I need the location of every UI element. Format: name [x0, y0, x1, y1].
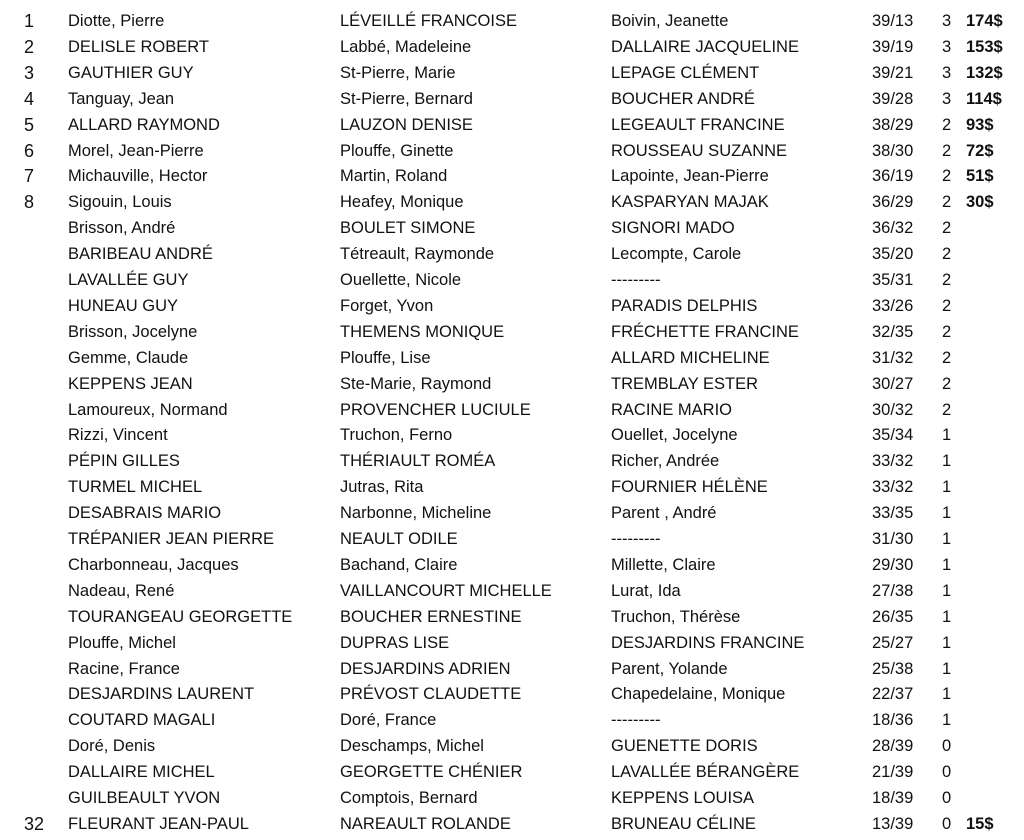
prize-amount: 114$: [966, 89, 1002, 108]
wins-count: 2: [942, 400, 952, 419]
player-1-name: Sigouin, Louis: [68, 193, 172, 212]
score: 21/39: [872, 763, 914, 782]
rank-number: 4: [24, 88, 35, 109]
score: 22/37: [872, 685, 914, 704]
wins-count: 2: [942, 322, 952, 341]
table-row: [0, 163, 1024, 189]
wins-count: 1: [942, 426, 952, 445]
wins-count: 3: [942, 89, 952, 108]
player-2-name: NAREAULT ROLANDE: [340, 814, 511, 833]
rank-number: 32: [24, 813, 45, 834]
table-row: [0, 733, 1024, 759]
score: 26/35: [872, 607, 914, 626]
player-1-name: Michauville, Hector: [68, 167, 208, 186]
wins-count: 2: [942, 245, 952, 264]
player-2-name: Labbé, Madeleine: [340, 37, 472, 56]
player-2-name: VAILLANCOURT MICHELLE: [340, 581, 552, 600]
table-row: [0, 474, 1024, 500]
player-2-name: Narbonne, Micheline: [340, 504, 492, 523]
player-3-name: ALLARD MICHELINE: [611, 348, 770, 367]
score: 25/38: [872, 659, 914, 678]
table-row: [0, 422, 1024, 448]
wins-count: 2: [942, 193, 952, 212]
table-row: [0, 656, 1024, 682]
wins-count: 0: [942, 814, 952, 833]
score: 39/19: [872, 37, 914, 56]
player-1-name: Brisson, Jocelyne: [68, 322, 198, 341]
score: 30/32: [872, 400, 914, 419]
prize-amount: 132$: [966, 63, 1003, 82]
player-1-name: DESABRAIS MARIO: [68, 504, 222, 523]
player-2-name: GEORGETTE CHÉNIER: [340, 763, 523, 782]
rank-number: 8: [24, 192, 35, 213]
table-row: [0, 8, 1024, 34]
player-2-name: Plouffe, Lise: [340, 348, 431, 367]
player-2-name: Truchon, Ferno: [340, 426, 453, 445]
player-2-name: THEMENS MONIQUE: [340, 322, 505, 341]
score: 18/39: [872, 789, 914, 807]
player-3-name: Lurat, Ida: [611, 581, 681, 600]
score: 33/26: [872, 296, 914, 315]
table-row: [0, 60, 1024, 86]
player-3-name: FOURNIER HÉLÈNE: [611, 478, 768, 497]
table-row: [0, 112, 1024, 138]
score: 39/21: [872, 63, 914, 82]
rank-number: 7: [24, 166, 35, 187]
table-row: [0, 578, 1024, 604]
score: 31/30: [872, 530, 914, 548]
wins-count: 1: [942, 659, 952, 678]
score: 33/32: [872, 478, 914, 497]
player-3-name: ---------: [611, 711, 661, 730]
table-row: [0, 86, 1024, 112]
player-3-name: LAVALLÉE BÉRANGÈRE: [611, 763, 800, 782]
score: 35/31: [872, 271, 914, 289]
player-3-name: Truchon, Thérèse: [611, 607, 741, 626]
player-1-name: Gemme, Claude: [68, 348, 189, 367]
wins-count: 1: [942, 607, 952, 626]
player-1-name: Doré, Denis: [68, 737, 156, 756]
player-1-name: DESJARDINS LAURENT: [68, 685, 255, 704]
player-1-name: COUTARD MAGALI: [68, 711, 216, 730]
wins-count: 0: [942, 737, 952, 756]
player-3-name: Lapointe, Jean-Pierre: [611, 167, 769, 186]
table-row: [0, 448, 1024, 474]
player-1-name: DALLAIRE MICHEL: [68, 763, 215, 782]
table-row: [0, 397, 1024, 423]
player-3-name: Parent , André: [611, 504, 717, 523]
player-3-name: Lecompte, Carole: [611, 245, 742, 264]
wins-count: 2: [942, 348, 952, 367]
player-2-name: Bachand, Claire: [340, 555, 458, 574]
rank-number: 1: [24, 11, 35, 31]
score: 36/19: [872, 167, 914, 186]
player-2-name: Plouffe, Ginette: [340, 141, 454, 160]
player-1-name: TOURANGEAU GEORGETTE: [68, 607, 293, 626]
wins-count: 1: [942, 504, 952, 523]
player-3-name: Parent, Yolande: [611, 659, 728, 678]
player-3-name: DALLAIRE JACQUELINE: [611, 37, 799, 56]
score: 29/30: [872, 555, 914, 574]
player-2-name: Martin, Roland: [340, 167, 448, 186]
player-1-name: TURMEL MICHEL: [68, 478, 203, 497]
wins-count: 2: [942, 374, 952, 393]
table-row: [0, 630, 1024, 656]
score: 18/36: [872, 711, 914, 730]
wins-count: 3: [942, 63, 952, 82]
table-row: [0, 500, 1024, 526]
player-3-name: KEPPENS LOUISA: [611, 789, 755, 807]
player-3-name: KASPARYAN MAJAK: [611, 193, 769, 212]
table-row: [0, 526, 1024, 552]
player-2-name: Comptois, Bernard: [340, 789, 478, 807]
player-1-name: BARIBEAU ANDRÉ: [68, 245, 213, 264]
score: 39/13: [872, 12, 914, 30]
player-1-name: HUNEAU GUY: [68, 296, 179, 315]
player-2-name: St-Pierre, Marie: [340, 63, 456, 82]
player-2-name: DUPRAS LISE: [340, 633, 450, 652]
score: 35/20: [872, 245, 914, 264]
player-1-name: Brisson, André: [68, 219, 176, 238]
player-3-name: PARADIS DELPHIS: [611, 296, 758, 315]
score: 31/32: [872, 348, 914, 367]
player-2-name: Deschamps, Michel: [340, 737, 484, 756]
player-3-name: Millette, Claire: [611, 555, 716, 574]
score: 33/32: [872, 452, 914, 471]
table-row: [0, 241, 1024, 267]
player-2-name: PRÉVOST CLAUDETTE: [340, 685, 522, 704]
player-1-name: Racine, France: [68, 659, 180, 678]
player-1-name: ALLARD RAYMOND: [68, 115, 220, 134]
table-row: [0, 345, 1024, 371]
player-3-name: LEPAGE CLÉMENT: [611, 63, 760, 82]
player-1-name: FLEURANT JEAN-PAUL: [68, 814, 249, 833]
table-row: [0, 189, 1024, 215]
player-2-name: BOULET SIMONE: [340, 219, 476, 238]
player-1-name: GUILBEAULT YVON: [68, 789, 221, 807]
wins-count: 1: [942, 711, 952, 730]
wins-count: 3: [942, 37, 952, 56]
player-1-name: Charbonneau, Jacques: [68, 555, 239, 574]
table-row: [0, 34, 1024, 60]
player-2-name: St-Pierre, Bernard: [340, 89, 473, 108]
player-3-name: ---------: [611, 271, 661, 289]
prize-amount: 30$: [966, 193, 994, 212]
player-3-name: DESJARDINS FRANCINE: [611, 633, 805, 652]
score: 38/30: [872, 141, 914, 160]
player-2-name: DESJARDINS ADRIEN: [340, 659, 511, 678]
wins-count: 2: [942, 115, 952, 134]
prize-amount: 15$: [966, 814, 994, 833]
prize-amount: 51$: [966, 167, 994, 186]
player-1-name: DELISLE ROBERT: [68, 37, 209, 56]
wins-count: 1: [942, 452, 952, 471]
prize-amount: 153$: [966, 37, 1003, 56]
wins-count: 1: [942, 633, 952, 652]
player-2-name: Ouellette, Nicole: [340, 271, 462, 289]
wins-count: 2: [942, 141, 952, 160]
player-2-name: LAUZON DENISE: [340, 115, 473, 134]
wins-count: 2: [942, 271, 952, 289]
table-row: [0, 552, 1024, 578]
player-3-name: TREMBLAY ESTER: [611, 374, 759, 393]
player-1-name: LAVALLÉE GUY: [68, 271, 189, 289]
player-1-name: Morel, Jean-Pierre: [68, 141, 204, 160]
wins-count: 1: [942, 685, 952, 704]
player-1-name: TRÉPANIER JEAN PIERRE: [68, 530, 274, 548]
table-row: [0, 707, 1024, 733]
wins-count: 2: [942, 167, 952, 186]
player-2-name: PROVENCHER LUCIULE: [340, 400, 531, 419]
player-3-name: ROUSSEAU SUZANNE: [611, 141, 788, 160]
score: 32/35: [872, 322, 914, 341]
score: 30/27: [872, 374, 914, 393]
wins-count: 3: [942, 12, 952, 30]
score: 36/29: [872, 193, 914, 212]
player-3-name: BOUCHER ANDRÉ: [611, 89, 755, 108]
rank-number: 3: [24, 62, 35, 83]
player-2-name: Ste-Marie, Raymond: [340, 374, 492, 393]
score: 35/34: [872, 426, 914, 445]
table-row: [0, 215, 1024, 241]
player-3-name: RACINE MARIO: [611, 400, 733, 419]
player-2-name: THÉRIAULT ROMÉA: [340, 452, 496, 471]
player-3-name: Boivin, Jeanette: [611, 12, 729, 30]
player-3-name: GUENETTE DORIS: [611, 737, 758, 756]
score: 39/28: [872, 89, 914, 108]
player-1-name: Diotte, Pierre: [68, 12, 165, 30]
player-2-name: Heafey, Monique: [340, 193, 464, 212]
wins-count: 2: [942, 219, 952, 238]
player-2-name: BOUCHER ERNESTINE: [340, 607, 522, 626]
table-row: [0, 681, 1024, 707]
prize-amount: 93$: [966, 115, 994, 134]
score: 33/35: [872, 504, 914, 523]
player-2-name: LÉVEILLÉ FRANCOISE: [340, 12, 517, 30]
player-1-name: KEPPENS JEAN: [68, 374, 193, 393]
wins-count: 1: [942, 581, 952, 600]
prize-amount: 174$: [966, 12, 1003, 30]
player-1-name: PÉPIN GILLES: [68, 452, 180, 471]
wins-count: 1: [942, 530, 952, 548]
player-3-name: LEGEAULT FRANCINE: [611, 115, 785, 134]
wins-count: 2: [942, 296, 952, 315]
table-row: [0, 319, 1024, 345]
player-1-name: Tanguay, Jean: [68, 89, 175, 108]
player-3-name: Richer, Andrée: [611, 452, 720, 471]
player-1-name: Lamoureux, Normand: [68, 400, 228, 419]
rank-number: 5: [24, 114, 35, 135]
score: 38/29: [872, 115, 914, 134]
wins-count: 1: [942, 555, 952, 574]
score: 25/27: [872, 633, 914, 652]
table-row: [0, 759, 1024, 785]
wins-count: 1: [942, 478, 952, 497]
table-row: [0, 785, 1024, 811]
wins-count: 0: [942, 789, 952, 807]
table-row: [0, 138, 1024, 164]
player-1-name: Rizzi, Vincent: [68, 426, 168, 445]
table-row: [0, 293, 1024, 319]
wins-count: 0: [942, 763, 952, 782]
rank-number: 2: [24, 36, 35, 57]
rank-number: 6: [24, 140, 35, 161]
player-1-name: Nadeau, René: [68, 581, 175, 600]
player-3-name: Ouellet, Jocelyne: [611, 426, 738, 445]
player-3-name: Chapedelaine, Monique: [611, 685, 786, 704]
player-2-name: Jutras, Rita: [340, 478, 424, 497]
score: 13/39: [872, 814, 914, 833]
player-2-name: NEAULT ODILE: [340, 530, 458, 548]
score: 28/39: [872, 737, 914, 756]
score: 36/32: [872, 219, 914, 238]
player-3-name: ---------: [611, 530, 661, 548]
player-2-name: Doré, France: [340, 711, 437, 730]
table-row: [0, 604, 1024, 630]
player-3-name: BRUNEAU CÉLINE: [611, 814, 756, 833]
prize-amount: 72$: [966, 141, 994, 160]
player-1-name: Plouffe, Michel: [68, 633, 176, 652]
player-3-name: SIGNORI MADO: [611, 219, 735, 238]
player-1-name: GAUTHIER GUY: [68, 63, 194, 82]
player-3-name: FRÉCHETTE FRANCINE: [611, 322, 799, 341]
table-row: [0, 371, 1024, 397]
table-row: [0, 267, 1024, 293]
player-2-name: Forget, Yvon: [340, 296, 434, 315]
score: 27/38: [872, 581, 914, 600]
table-row: [0, 811, 1024, 837]
player-2-name: Tétreault, Raymonde: [340, 245, 495, 264]
